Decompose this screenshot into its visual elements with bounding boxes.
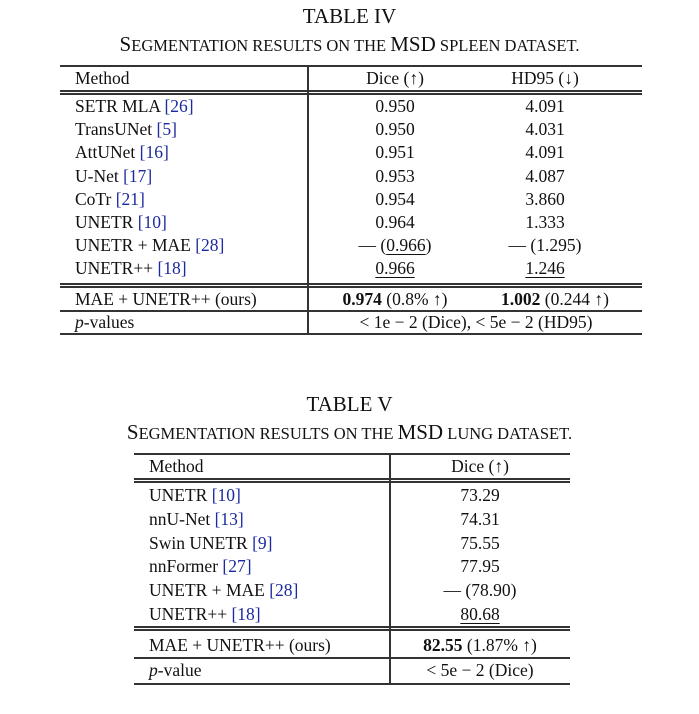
table-4-header-dice: Dice (↑)	[366, 68, 424, 88]
dice-value: 0.954	[375, 188, 415, 209]
table-4-row-hd95	[470, 165, 620, 187]
method-name: CoTr	[75, 188, 116, 209]
table-4-row-method	[75, 257, 187, 279]
table-4-header-hd95: HD95 (↓)	[511, 68, 579, 88]
table-4-row-dice	[320, 118, 470, 140]
table-4-row-dice	[320, 141, 470, 163]
caption-part: LUNG DATASET.	[443, 424, 573, 443]
table-5-row-dice	[392, 484, 568, 506]
table-4-ours-dice	[310, 288, 480, 310]
citation-link[interactable]: [18]	[157, 258, 187, 279]
caption-part: S	[126, 420, 139, 444]
ours-hd95-value: 1.002	[501, 289, 541, 309]
dice-value: 0.953	[375, 165, 415, 186]
dice-value: 0.950	[375, 96, 415, 116]
dice-value: 0.950	[375, 119, 415, 140]
citation-link[interactable]: [10]	[211, 485, 241, 505]
ours-hd95-delta: (0.244 ↑)	[544, 289, 609, 309]
method-name: UNETR++	[75, 258, 158, 279]
dice-value: 74.31	[460, 508, 500, 529]
table-5-row-dice	[392, 603, 568, 625]
table-4-pvalues-value: < 1e − 2 (Dice), < 5e − 2 (HD95)	[359, 312, 593, 332]
table-4-row-dice	[320, 95, 470, 117]
method-name: UNETR	[149, 485, 212, 505]
table-4-row-hd95	[470, 141, 620, 163]
p-symbol: p	[75, 312, 84, 332]
method-name: UNETR	[75, 212, 138, 232]
citation-link[interactable]: [17]	[123, 165, 153, 186]
table-4-label: TABLE IV	[302, 4, 397, 28]
table-4-row-method	[75, 118, 177, 140]
table-5-caption	[0, 420, 699, 445]
table-5-label: TABLE V	[306, 392, 393, 416]
citation-link[interactable]: [16]	[139, 142, 169, 163]
citation-link[interactable]: [27]	[222, 556, 252, 577]
caption-part: MSD	[397, 420, 444, 444]
table-4-row-hd95	[470, 234, 620, 256]
dice-value: 0.951	[375, 142, 415, 163]
table-4-row-hd95	[470, 211, 620, 233]
table-4-body-rule	[60, 283, 642, 285]
hd95-value: 4.031	[525, 119, 565, 140]
ours-dice-value: 82.55	[423, 635, 463, 655]
hd95-value: — (1.295)	[508, 235, 582, 256]
citation-link[interactable]: [28]	[195, 235, 225, 256]
method-name: nnU-Net	[149, 508, 215, 529]
dice-value: 75.55	[460, 532, 500, 553]
dice-value: 77.95	[460, 556, 500, 577]
dice-value: — (78.90)	[443, 580, 517, 601]
table-5-row-dice	[392, 508, 568, 530]
p-symbol: p	[149, 660, 158, 680]
table-5-row-method	[149, 603, 261, 625]
table-4-row-dice	[320, 188, 470, 210]
hd95-value: 3.860	[525, 188, 565, 209]
hd95-value: 4.091	[525, 142, 565, 163]
citation-link[interactable]: [18]	[231, 604, 261, 624]
table-5-row-dice	[392, 555, 568, 577]
table-5-header-method: Method	[149, 456, 204, 476]
table-5-row-method	[149, 579, 298, 601]
table-4-row-dice	[320, 257, 470, 279]
table-5-pvalue-label	[149, 659, 201, 681]
table-4-row-hd95	[470, 118, 620, 140]
table-5-ours-method: MAE + UNETR++ (ours)	[149, 635, 331, 655]
method-name: AttUNet	[75, 142, 140, 163]
table-4-row-method	[75, 211, 167, 233]
table-5-body-rule-2	[134, 629, 570, 631]
table-5-row-method	[149, 532, 272, 554]
method-name: Swin UNETR	[149, 532, 253, 553]
dice-value: 73.29	[460, 485, 500, 505]
table-4-row-dice	[320, 211, 470, 233]
ours-dice-delta: (0.8% ↑)	[386, 289, 448, 309]
method-name: SETR MLA	[75, 96, 165, 116]
table-5-row-dice	[392, 579, 568, 601]
dice-value: 0.966	[386, 235, 426, 256]
citation-link[interactable]: [21]	[115, 188, 145, 209]
citation-link[interactable]: [28]	[269, 580, 299, 601]
hd95-value: 4.087	[525, 165, 565, 186]
table-5-column-divider	[389, 453, 391, 684]
pvalues-label-text: -values	[83, 312, 135, 332]
table-4-row-hd95	[470, 95, 620, 117]
table-4-row-hd95	[470, 257, 620, 279]
table-4-row-dice	[320, 234, 470, 256]
table-4-row-dice	[320, 165, 470, 187]
dice-value: 0.966	[375, 258, 415, 279]
table-5-row-method	[149, 508, 244, 530]
table-5-header-rule-2	[134, 481, 570, 483]
table-5-pvalue-value: < 5e − 2 (Dice)	[426, 660, 534, 680]
table-4-row-hd95	[470, 188, 620, 210]
citation-link[interactable]: [13]	[214, 508, 244, 529]
table-4-row-method	[75, 188, 145, 210]
caption-part: S	[119, 32, 132, 56]
table-4-ours-method: MAE + UNETR++ (ours)	[75, 289, 257, 309]
citation-link[interactable]: [9]	[252, 532, 273, 553]
table-5-row-method	[149, 484, 241, 506]
hd95-value: 1.246	[525, 258, 565, 279]
table-5-header-dice: Dice (↑)	[451, 456, 509, 476]
table-4-ours-hd95	[470, 288, 640, 310]
dice-suffix: )	[425, 235, 432, 256]
method-name: nnFormer	[149, 556, 223, 577]
method-name: U-Net	[75, 165, 124, 186]
table-4-caption	[0, 32, 699, 57]
citation-link[interactable]: [26]	[164, 96, 194, 116]
caption-part: EGMENTATION RESULTS ON THE	[131, 36, 391, 55]
dice-value: 0.964	[375, 212, 415, 232]
table-4-pvalues-label	[75, 311, 134, 333]
ours-dice-delta: (1.87% ↑)	[466, 635, 537, 655]
table-4-header-method: Method	[75, 68, 130, 88]
table-4-row-method	[75, 141, 169, 163]
method-name: UNETR + MAE	[75, 235, 196, 256]
table-4-header-rule	[60, 90, 642, 92]
dice-value: 80.68	[460, 604, 500, 624]
caption-part: MSD	[390, 32, 436, 56]
table-5-row-method	[149, 555, 252, 577]
citation-link[interactable]: [5]	[156, 119, 177, 140]
caption-part: EGMENTATION RESULTS ON THE	[138, 424, 398, 443]
method-name: TransUNet	[75, 119, 157, 140]
table-4-row-method	[75, 234, 224, 256]
hd95-value: 4.091	[525, 96, 565, 116]
table-5-header-rule	[134, 478, 570, 480]
table-4-column-divider	[307, 65, 309, 334]
method-name: UNETR + MAE	[149, 580, 270, 601]
table-5-row-dice	[392, 532, 568, 554]
caption-part: SPLEEN DATASET.	[435, 36, 580, 55]
hd95-value: 1.333	[525, 212, 565, 232]
table-5-ours-dice	[392, 634, 568, 656]
table-4-bottom-rule	[60, 333, 642, 335]
table-4-row-method	[75, 165, 152, 187]
ours-dice-value: 0.974	[342, 289, 382, 309]
citation-link[interactable]: [10]	[137, 212, 167, 232]
table-4-row-method	[75, 95, 194, 117]
method-name: UNETR++	[149, 604, 232, 624]
table-5-body-rule	[134, 626, 570, 628]
table-5-bottom-rule	[134, 683, 570, 685]
dice-prefix: — (	[358, 235, 387, 256]
pvalue-label-text: -value	[157, 660, 202, 680]
